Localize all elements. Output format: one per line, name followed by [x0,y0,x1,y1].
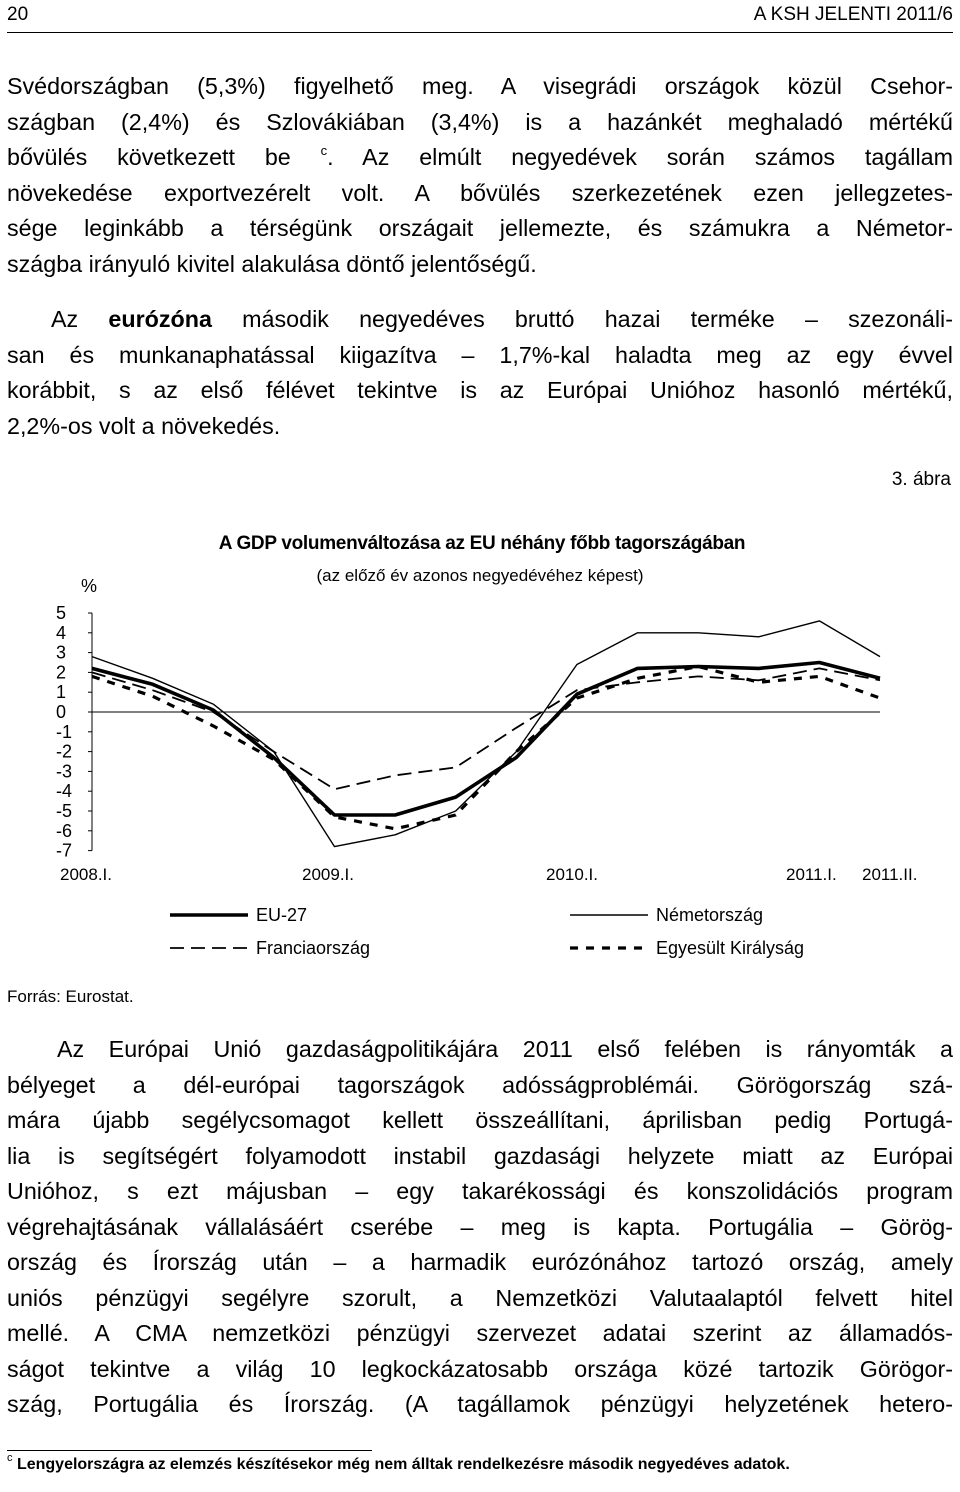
y-tick-label: -5 [56,801,73,821]
chart-title: A GDP volumenváltozása az EU néhány főbb tagországában [218,533,746,554]
y-tick-label: -4 [56,781,73,802]
chart-subtitle: (az előző év azonos negyedévéhez képest) [316,566,644,585]
x-tick-label: 2011.I. [786,865,837,880]
page-number: 20 [7,4,29,25]
text-line: 2,2%-os volt a növekedés. [7,412,281,439]
series-line-3 [92,668,880,789]
text-line: Az eurózóna második negyedéves bruttó hazai terméke – szezonáli- [51,306,953,332]
footnote-marker: c [320,143,328,158]
figure-number: 3. ábra [891,469,951,490]
y-tick-label: -2 [56,741,73,762]
y-tick-label: -7 [56,840,73,861]
text-line: san és munkanaphatással kiigazítva – 1,7%-kal haladta meg az egy évvel [7,341,953,368]
chart-series [92,621,880,847]
y-tick-label: 3 [56,642,67,663]
text-line: szágba irányuló kivitel alakulása döntő jelentőségű. [7,250,537,277]
footnote [7,1452,790,1474]
y-tick-label: -6 [56,820,73,841]
paragraph-2 [7,302,953,444]
y-tick-label: 2 [56,662,67,683]
text-line: sége leginkább a térségünk országait jellemezte, és számukra a Németor- [7,215,953,241]
legend-label: Franciaország [256,938,371,958]
gdp-line-chart [0,590,960,880]
text-line: bélyeget a dél-európai tagországok adósságproblémái. Görögország szá- [7,1071,953,1098]
text-line: mellé. A CMA nemzetközi pénzügyi szervezet adatai szerint az államadós- [7,1320,953,1346]
eurozone-term: eurózóna [108,306,212,332]
y-tick-label: 5 [56,603,67,623]
chart-axes [92,613,880,851]
text-line: mára újabb segélycsomagot kellett összeállítani, áprilisban pedig Portugá- [7,1107,953,1133]
text-line: növekedése exportvezérelt volt. A bővülés szerkezetének ezen jellegzetes- [7,179,953,206]
legend-label: Németország [656,905,764,925]
footnote-marker: c [7,1452,13,1464]
x-tick-labels [60,865,917,880]
header-rule [7,32,953,33]
y-tick-label: -1 [56,721,73,742]
y-axis-unit: % [81,576,98,596]
legend-label: EU-27 [256,905,308,925]
text-line: Svédországban (5,3%) figyelhető meg. A visegrádi országok közül Csehor- [7,73,953,99]
y-tick-label: -3 [56,761,73,782]
legend-label: Egyesült Királyság [656,938,805,958]
footnote-rule [7,1450,372,1451]
footnote-text: Lengyelországra az elemzés készítésekor még nem álltak rendelkezésre második negyedéves adatok. [12,1456,790,1473]
text-line: Unióhoz, s ezt májusban – egy takarékossági és konszolidációs program [7,1178,953,1204]
y-tick-label: 4 [56,622,67,643]
x-tick-label: 2009.I. [302,865,354,880]
text-line: korábbit, s az első félévet tekintve is az Európai Unióhoz hasonló mértékű, [7,377,953,403]
figure-source: Forrás: Eurostat. [7,987,134,1006]
text-line: szágban (2,4%) és Szlovákiában (3,4%) is a hazánkét meghaladó mértékű [7,108,953,135]
x-tick-label: 2010.I. [546,865,598,880]
text-line: végrehajtásának vállalásáért cserébe – meg is kapta. Portugália – Görög- [7,1213,953,1240]
paragraph-1 [7,69,953,282]
x-tick-label: 2008.I. [60,865,112,880]
y-tick-label: 1 [56,682,67,703]
x-tick-label: 2011.II. [862,865,918,880]
series-line-1 [92,663,880,816]
series-line-2 [92,621,880,847]
publication-title: A KSH JELENTI 2011/6 [753,4,953,25]
text-line: uniós pénzügyi segélyre szorult, a Nemzetközi Valutaalaptól felvett hitel [7,1284,953,1311]
text-line: bővülés következett be $^c$. Az elmúlt negyedévek során számos tagállam [7,143,953,170]
text-line: Az Európai Unió gazdaságpolitikájára 2011 első felében is rányomták a [57,1036,953,1062]
y-tick-labels [56,603,92,861]
text-line: ország és Írország után – a harmadik eurózónához tartozó ország, amely [7,1249,953,1275]
page-header [7,4,953,34]
paragraph-3 [7,1032,953,1423]
y-tick-label: 0 [56,702,67,722]
text-line: szág, Portugália és Írország. (A tagállamok pénzügyi helyzetének hetero- [7,1391,953,1417]
text-line: ságot tekintve a világ 10 legkockázatosabb országa közé tartozik Görögor- [7,1355,953,1382]
chart-legend [0,900,960,970]
text-line: lia is segítségért folyamodott instabil gazdasági helyzete miatt az Európai [7,1142,953,1169]
